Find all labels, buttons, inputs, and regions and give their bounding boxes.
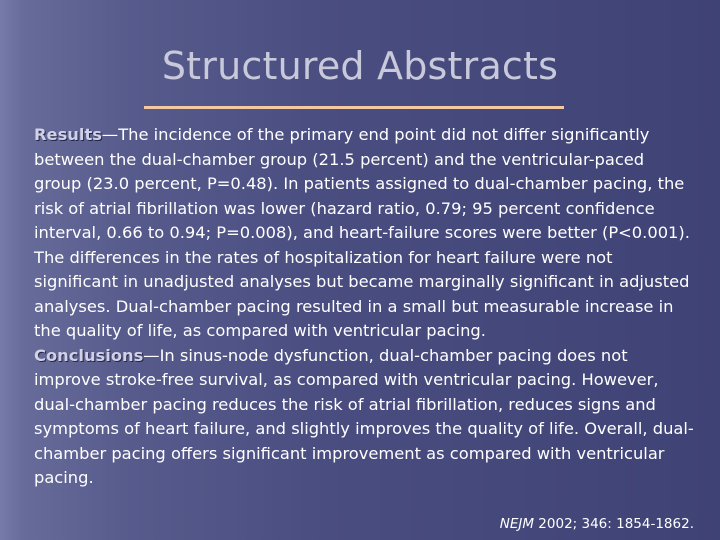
results-label: Results	[34, 125, 102, 144]
citation-details: 2002; 346: 1854-1862.	[534, 516, 694, 532]
slide-title: Structured Abstracts	[161, 44, 559, 88]
citation	[500, 516, 694, 532]
citation-journal: NEJM	[499, 516, 535, 532]
results-paragraph	[34, 123, 694, 344]
conclusions-paragraph	[34, 344, 694, 491]
conclusions-label: Conclusions	[34, 345, 144, 365]
conclusions-text: —In sinus-node dysfunction, dual-chamber pacing does not improve stroke-free survival, as compared with ventricular pacing. However, dual-chamber pacing reduces the risk of atrial fibrillation, reduces signs and symptoms of heart failure, and slightly improves the quality of life. Overall, dual-chamber pacing offers significant improvement as compared with ventricular pacing.	[34, 345, 694, 487]
results-text: —The incidence of the primary end point did not differ significantly between the dual-chamber group (21.5 percent) and the ventricular-paced group (23.0 percent, P=0.48). In patients assigned to dual-chamber pacing, the risk of atrial fibrillation was lower (hazard ratio, 0.79; 95 percent confidence interval, 0.66 to 0.94; P=0.008), and heart-failure scores were better (P<0.001). The differences in the rates of hospitalization for heart failure were not significant in unadjusted analyses but became marginally significant in adjusted analyses. Dual-chamber pacing resulted in a small but measurable increase in the quality of life, as compared with ventricular pacing.	[34, 125, 690, 340]
abstract-body	[34, 123, 694, 491]
title-underline	[144, 106, 564, 109]
